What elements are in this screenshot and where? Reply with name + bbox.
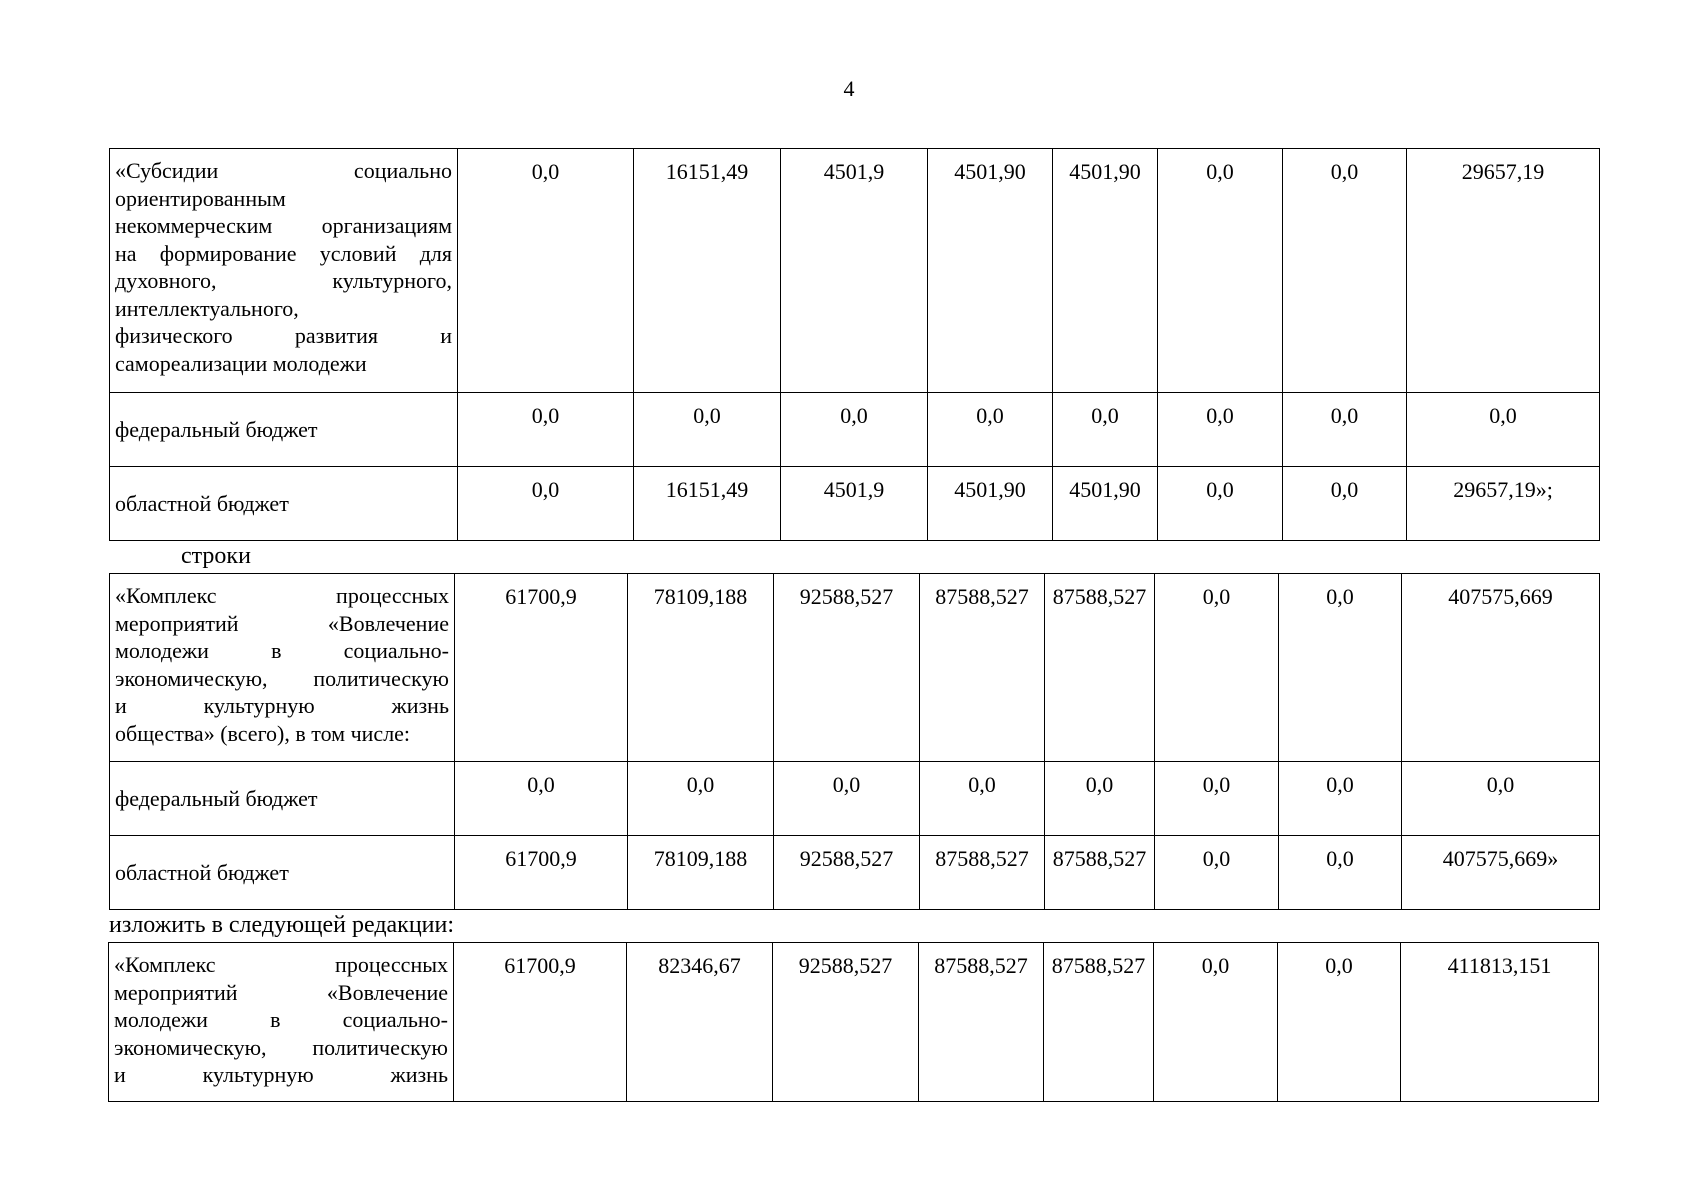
value-cell: 87588,527 (919, 943, 1044, 1102)
description-line: молодежи в социально- (114, 1007, 448, 1032)
value-cell: 78109,188 (628, 574, 774, 762)
row-description (110, 574, 455, 762)
value-cell: 0,0 (1283, 393, 1407, 467)
value-cell: 92588,527 (773, 943, 919, 1102)
value-cell: 0,0 (1279, 762, 1402, 836)
value-cell: 92588,527 (774, 836, 920, 910)
value-cell: 78109,188 (628, 836, 774, 910)
description-line: общества» (всего), в том числе: (115, 720, 411, 746)
value-cell: 0,0 (1155, 762, 1279, 836)
description-line: физического развития и (115, 323, 452, 348)
value-cell: 0,0 (781, 393, 928, 467)
value-cell: 0,0 (1158, 467, 1283, 541)
complex-measures-table (109, 573, 1600, 910)
izlozhit-text: изложить в следующей редакции: (109, 912, 455, 938)
value-cell: 4501,90 (1053, 467, 1158, 541)
value-cell: 0,0 (634, 393, 781, 467)
description-line: и культурную жизнь (114, 1062, 448, 1087)
value-cell: 61700,9 (454, 943, 627, 1102)
description-line: «Комплекс процессных (115, 583, 449, 608)
value-cell: 0,0 (458, 393, 634, 467)
description-line: «Субсидии социально (115, 158, 452, 183)
value-cell: 0,0 (455, 762, 628, 836)
value-cell: 0,0 (1154, 943, 1278, 1102)
value-cell: 82346,67 (627, 943, 773, 1102)
value-cell: 87588,527 (1044, 943, 1154, 1102)
value-cell: 87588,527 (1045, 574, 1155, 762)
table-row (110, 836, 1600, 910)
description-line: молодежи в социально- (115, 638, 449, 663)
value-cell: 0,0 (1155, 836, 1279, 910)
value-cell: 0,0 (1155, 574, 1279, 762)
value-cell: 0,0 (1283, 467, 1407, 541)
value-cell: 92588,527 (774, 574, 920, 762)
description-line: мероприятий «Вовлечение (114, 979, 448, 1005)
federal-budget-label: федеральный бюджет (110, 762, 455, 836)
description-line: на формирование условий для (115, 240, 452, 266)
value-cell: 0,0 (1407, 393, 1600, 467)
value-cell: 4501,90 (928, 149, 1053, 393)
description-line: ориентированным (115, 185, 286, 211)
value-cell: 4501,90 (928, 467, 1053, 541)
value-cell: 0,0 (1279, 574, 1402, 762)
description-line: некоммерческим организациям (115, 213, 452, 238)
value-cell: 4501,90 (1053, 149, 1158, 393)
value-cell: 16151,49 (634, 467, 781, 541)
table-row (110, 467, 1600, 541)
description-line: интеллектуального, (115, 295, 299, 321)
page-number: 4 (843, 76, 855, 101)
regional-budget-label: областной бюджет (110, 467, 458, 541)
description-line: экономическую, политическую (114, 1034, 448, 1060)
value-cell: 0,0 (458, 149, 634, 393)
description-line: духовного, культурного, (115, 268, 452, 293)
new-edition-table (108, 942, 1599, 1102)
table-row (110, 149, 1600, 393)
value-cell: 0,0 (458, 467, 634, 541)
value-cell: 0,0 (774, 762, 920, 836)
value-cell: 87588,527 (920, 836, 1045, 910)
value-cell: 0,0 (1158, 393, 1283, 467)
value-cell: 0,0 (1053, 393, 1158, 467)
row-description (110, 149, 458, 393)
value-cell: 0,0 (1158, 149, 1283, 393)
table-row (110, 393, 1600, 467)
value-cell: 407575,669 (1402, 574, 1600, 762)
value-cell: 29657,19 (1407, 149, 1600, 393)
table-row (109, 943, 1599, 1102)
stroki-text: строки (181, 543, 251, 569)
value-cell: 0,0 (1278, 943, 1401, 1102)
value-cell: 4501,9 (781, 149, 928, 393)
description-line: «Комплекс процессных (114, 952, 448, 977)
value-cell: 29657,19»; (1407, 467, 1600, 541)
value-cell: 0,0 (1279, 836, 1402, 910)
value-cell: 411813,151 (1401, 943, 1599, 1102)
row-description (109, 943, 454, 1102)
value-cell: 0,0 (1283, 149, 1407, 393)
value-cell: 0,0 (628, 762, 774, 836)
value-cell: 87588,527 (1045, 836, 1155, 910)
description-line: экономическую, политическую (115, 665, 449, 691)
description-line: и культурную жизнь (115, 693, 449, 718)
value-cell: 407575,669» (1402, 836, 1600, 910)
value-cell: 61700,9 (455, 574, 628, 762)
description-line: самореализации молодежи (115, 350, 367, 376)
federal-budget-label: федеральный бюджет (110, 393, 458, 467)
value-cell: 0,0 (928, 393, 1053, 467)
description-line: мероприятий «Вовлечение (115, 610, 449, 636)
value-cell: 0,0 (1045, 762, 1155, 836)
table-row (110, 762, 1600, 836)
value-cell: 87588,527 (920, 574, 1045, 762)
value-cell: 0,0 (920, 762, 1045, 836)
value-cell: 0,0 (1402, 762, 1600, 836)
table-row (110, 574, 1600, 762)
subsidies-table (109, 148, 1600, 541)
value-cell: 4501,9 (781, 467, 928, 541)
value-cell: 61700,9 (455, 836, 628, 910)
value-cell: 16151,49 (634, 149, 781, 393)
regional-budget-label: областной бюджет (110, 836, 455, 910)
